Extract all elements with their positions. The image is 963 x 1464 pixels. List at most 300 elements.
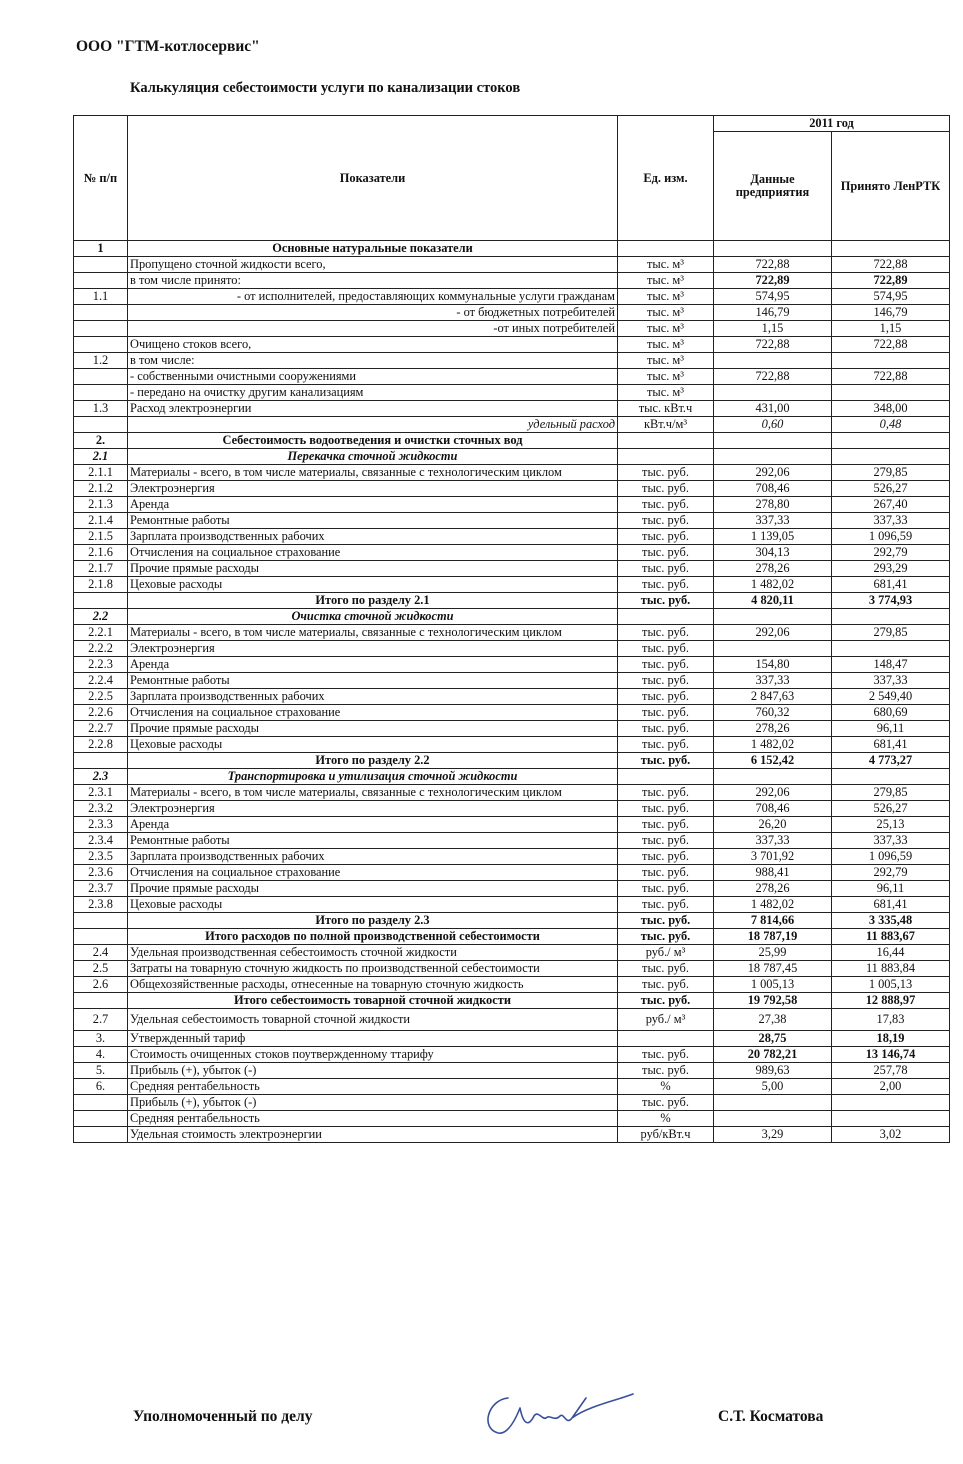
row-unit: тыс. руб. [618, 849, 714, 865]
row-value-company [714, 1111, 832, 1127]
row-value-accepted: 3,02 [832, 1127, 950, 1143]
row-label: Прибыль (+), убыток (-) [128, 1095, 618, 1111]
signature-label: Уполномоченный по делу [133, 1408, 313, 1425]
row-number: 2.1.6 [74, 545, 128, 561]
row-label: - от бюджетных потребителей [128, 305, 618, 321]
row-label: Электроэнергия [128, 481, 618, 497]
table-row [74, 817, 950, 833]
row-number [74, 385, 128, 401]
row-unit: тыс. руб. [618, 801, 714, 817]
row-value-company: 708,46 [714, 801, 832, 817]
table-row [74, 993, 950, 1009]
table-row [74, 865, 950, 881]
table-row [74, 337, 950, 353]
row-number: 2. [74, 433, 128, 449]
row-unit: тыс. руб. [618, 977, 714, 993]
row-label: Зарплата производственных рабочих [128, 529, 618, 545]
row-label: - от исполнителей, предоставляющих коммунальные услуги гражданам [128, 289, 618, 305]
row-value-company: 278,26 [714, 561, 832, 577]
row-value-company: 1,15 [714, 321, 832, 337]
table-row [74, 1095, 950, 1111]
row-number: 2.1.4 [74, 513, 128, 529]
row-label: Прочие прямые расходы [128, 561, 618, 577]
row-unit [618, 241, 714, 257]
table-row [74, 401, 950, 417]
row-label: Итого по разделу 2.3 [128, 913, 618, 929]
row-value-company [714, 769, 832, 785]
row-label: удельный расход [128, 417, 618, 433]
row-value-accepted: 574,95 [832, 289, 950, 305]
row-value-accepted: 337,33 [832, 833, 950, 849]
row-value-company: 3 701,92 [714, 849, 832, 865]
row-number: 2.3.8 [74, 897, 128, 913]
table-row [74, 433, 950, 449]
row-unit: % [618, 1111, 714, 1127]
row-value-accepted: 13 146,74 [832, 1047, 950, 1063]
row-number: 2.2 [74, 609, 128, 625]
row-number: 1.3 [74, 401, 128, 417]
row-label: Итого по разделу 2.2 [128, 753, 618, 769]
row-value-accepted: 337,33 [832, 513, 950, 529]
table-row [74, 481, 950, 497]
row-label: Удельная стоимость электроэнергии [128, 1127, 618, 1143]
row-label: Очистка сточной жидкости [128, 609, 618, 625]
table-row [74, 881, 950, 897]
table-row [74, 673, 950, 689]
row-label: Пропущено сточной жидкости всего, [128, 257, 618, 273]
table-row [74, 769, 950, 785]
row-value-company: 292,06 [714, 785, 832, 801]
row-number [74, 753, 128, 769]
row-value-company: 20 782,21 [714, 1047, 832, 1063]
row-number [74, 257, 128, 273]
row-value-accepted [832, 433, 950, 449]
row-value-accepted [832, 241, 950, 257]
row-value-accepted: 25,13 [832, 817, 950, 833]
row-unit: кВт.ч/м³ [618, 417, 714, 433]
row-label: Прибыль (+), убыток (-) [128, 1063, 618, 1079]
row-unit: тыс. руб. [618, 625, 714, 641]
row-value-accepted: 18,19 [832, 1031, 950, 1047]
header-year: 2011 год [714, 116, 950, 132]
row-number: 2.4 [74, 945, 128, 961]
table-row [74, 721, 950, 737]
row-label: Цеховые расходы [128, 737, 618, 753]
row-number: 2.1.5 [74, 529, 128, 545]
row-value-company: 760,32 [714, 705, 832, 721]
row-label: Затраты на товарную сточную жидкость по производственной себестоимости [128, 961, 618, 977]
row-number: 2.3.6 [74, 865, 128, 881]
organization-name: ООО "ГТМ-котлосервис" [76, 38, 260, 55]
row-unit: руб./ м³ [618, 945, 714, 961]
handwritten-signature [468, 1388, 638, 1448]
row-value-company: 337,33 [714, 833, 832, 849]
row-label: Прочие прямые расходы [128, 881, 618, 897]
row-unit: тыс. руб. [618, 705, 714, 721]
table-row [74, 305, 950, 321]
row-number: 2.2.7 [74, 721, 128, 737]
row-value-company: 431,00 [714, 401, 832, 417]
row-value-accepted [832, 641, 950, 657]
row-value-company [714, 353, 832, 369]
row-value-accepted: 96,11 [832, 721, 950, 737]
row-label: Материалы - всего, в том числе материалы, связанные с технологическим циклом [128, 785, 618, 801]
row-number [74, 273, 128, 289]
table-row [74, 497, 950, 513]
table-row [74, 785, 950, 801]
row-label: Зарплата производственных рабочих [128, 849, 618, 865]
row-value-company: 722,88 [714, 337, 832, 353]
table-row [74, 913, 950, 929]
row-value-accepted: 681,41 [832, 897, 950, 913]
table-row [74, 1063, 950, 1079]
row-value-company: 2 847,63 [714, 689, 832, 705]
header-company: Данные предприятия [714, 132, 832, 241]
row-value-accepted: 279,85 [832, 625, 950, 641]
row-label: Аренда [128, 497, 618, 513]
table-row [74, 657, 950, 673]
row-value-accepted: 96,11 [832, 881, 950, 897]
row-unit: тыс. руб. [618, 817, 714, 833]
row-label: в том числе принято: [128, 273, 618, 289]
row-number: 2.1.1 [74, 465, 128, 481]
row-value-company: 19 792,58 [714, 993, 832, 1009]
row-number: 1.1 [74, 289, 128, 305]
row-label: - собственными очистными сооружениями [128, 369, 618, 385]
row-value-company [714, 609, 832, 625]
table-row [74, 241, 950, 257]
row-label: Ремонтные работы [128, 673, 618, 689]
row-unit: тыс. руб. [618, 961, 714, 977]
table-row [74, 833, 950, 849]
row-value-company: 1 005,13 [714, 977, 832, 993]
row-label: Ремонтные работы [128, 513, 618, 529]
row-number: 2.2.1 [74, 625, 128, 641]
header-unit: Ед. изм. [618, 116, 714, 241]
table-row [74, 641, 950, 657]
row-value-company: 7 814,66 [714, 913, 832, 929]
table-row [74, 385, 950, 401]
row-unit: тыс. руб. [618, 785, 714, 801]
row-value-accepted [832, 1095, 950, 1111]
row-number [74, 1111, 128, 1127]
row-value-accepted: 292,79 [832, 545, 950, 561]
table-row [74, 1047, 950, 1063]
row-unit: тыс. руб. [618, 737, 714, 753]
row-unit: тыс. м³ [618, 289, 714, 305]
row-unit: тыс. руб. [618, 929, 714, 945]
row-label: Основные натуральные показатели [128, 241, 618, 257]
row-unit [618, 449, 714, 465]
row-number: 2.3.5 [74, 849, 128, 865]
row-value-accepted: 257,78 [832, 1063, 950, 1079]
row-value-company: 722,88 [714, 257, 832, 273]
row-label: Отчисления на социальное страхование [128, 865, 618, 881]
row-unit: тыс. кВт.ч [618, 401, 714, 417]
row-number: 2.6 [74, 977, 128, 993]
row-number [74, 337, 128, 353]
row-number [74, 417, 128, 433]
row-value-accepted: 1,15 [832, 321, 950, 337]
table-row [74, 465, 950, 481]
row-value-company: 292,06 [714, 465, 832, 481]
table-row [74, 321, 950, 337]
row-label: -от иных потребителей [128, 321, 618, 337]
row-value-company: 25,99 [714, 945, 832, 961]
row-number: 2.2.8 [74, 737, 128, 753]
table-row [74, 577, 950, 593]
table-row [74, 273, 950, 289]
table-row [74, 705, 950, 721]
row-unit: тыс. м³ [618, 321, 714, 337]
cost-table-body [74, 116, 950, 1143]
row-value-company: 988,41 [714, 865, 832, 881]
row-unit: тыс. руб. [618, 497, 714, 513]
row-value-company: 18 787,45 [714, 961, 832, 977]
row-number: 2.1.7 [74, 561, 128, 577]
row-value-company: 6 152,42 [714, 753, 832, 769]
table-row [74, 545, 950, 561]
row-value-company: 722,88 [714, 369, 832, 385]
header-num: № п/п [74, 116, 128, 241]
row-number: 2.3.1 [74, 785, 128, 801]
row-value-accepted: 11 883,84 [832, 961, 950, 977]
table-row [74, 897, 950, 913]
row-unit: тыс. руб. [618, 913, 714, 929]
row-unit: тыс. руб. [618, 865, 714, 881]
row-value-accepted: 2 549,40 [832, 689, 950, 705]
row-label: Итого расходов по полной производственной себестоимости [128, 929, 618, 945]
row-value-accepted [832, 385, 950, 401]
row-value-company: 1 139,05 [714, 529, 832, 545]
row-label: Отчисления на социальное страхование [128, 545, 618, 561]
row-label: Себестоимость водоотведения и очистки сточных вод [128, 433, 618, 449]
row-label: Аренда [128, 657, 618, 673]
row-label: Удельная себестоимость товарной сточной жидкости [128, 1009, 618, 1031]
row-label: Транспортировка и утилизация сточной жидкости [128, 769, 618, 785]
row-value-accepted: 292,79 [832, 865, 950, 881]
row-number: 2.1.3 [74, 497, 128, 513]
row-number [74, 913, 128, 929]
row-label: Зарплата производственных рабочих [128, 689, 618, 705]
row-label: Средняя рентабельность [128, 1111, 618, 1127]
row-number: 2.5 [74, 961, 128, 977]
row-value-company: 574,95 [714, 289, 832, 305]
row-value-accepted: 722,88 [832, 257, 950, 273]
row-unit: тыс. руб. [618, 529, 714, 545]
row-number: 2.3 [74, 769, 128, 785]
row-unit: руб./ м³ [618, 1009, 714, 1031]
row-value-accepted: 3 774,93 [832, 593, 950, 609]
row-number: 2.2.4 [74, 673, 128, 689]
row-label: в том числе: [128, 353, 618, 369]
row-value-company: 278,26 [714, 721, 832, 737]
row-value-accepted: 722,88 [832, 369, 950, 385]
table-row [74, 369, 950, 385]
row-number: 2.3.3 [74, 817, 128, 833]
row-label: Средняя рентабельность [128, 1079, 618, 1095]
row-value-company: 26,20 [714, 817, 832, 833]
signature-name: С.Т. Косматова [718, 1408, 824, 1425]
row-value-accepted: 267,40 [832, 497, 950, 513]
row-value-company: 18 787,19 [714, 929, 832, 945]
row-value-company: 278,26 [714, 881, 832, 897]
table-row [74, 257, 950, 273]
row-value-company [714, 385, 832, 401]
row-unit [618, 433, 714, 449]
row-value-accepted: 279,85 [832, 785, 950, 801]
row-number [74, 929, 128, 945]
row-value-company: 27,38 [714, 1009, 832, 1031]
table-row [74, 961, 950, 977]
row-value-company: 5,00 [714, 1079, 832, 1095]
row-value-company [714, 241, 832, 257]
row-value-company: 1 482,02 [714, 737, 832, 753]
row-number [74, 305, 128, 321]
row-value-company: 708,46 [714, 481, 832, 497]
row-unit [618, 1031, 714, 1047]
row-value-accepted: 722,89 [832, 273, 950, 289]
row-value-accepted [832, 353, 950, 369]
row-unit: тыс. м³ [618, 273, 714, 289]
row-value-accepted: 1 096,59 [832, 849, 950, 865]
row-number: 2.2.5 [74, 689, 128, 705]
row-unit: тыс. руб. [618, 881, 714, 897]
row-unit: % [618, 1079, 714, 1095]
row-value-accepted: 16,44 [832, 945, 950, 961]
row-unit: руб/кВт.ч [618, 1127, 714, 1143]
row-value-accepted: 348,00 [832, 401, 950, 417]
row-number [74, 1095, 128, 1111]
row-value-accepted: 279,85 [832, 465, 950, 481]
row-value-company: 989,63 [714, 1063, 832, 1079]
row-unit: тыс. руб. [618, 897, 714, 913]
row-value-company: 304,13 [714, 545, 832, 561]
row-label: Итого себестоимость товарной сточной жидкости [128, 993, 618, 1009]
row-unit: тыс. м³ [618, 369, 714, 385]
row-value-company: 337,33 [714, 513, 832, 529]
table-row [74, 529, 950, 545]
row-label: Прочие прямые расходы [128, 721, 618, 737]
header-indicators: Показатели [128, 116, 618, 241]
row-number: 4. [74, 1047, 128, 1063]
table-row [74, 849, 950, 865]
row-number: 2.2.6 [74, 705, 128, 721]
table-row [74, 289, 950, 305]
row-number: 2.2.3 [74, 657, 128, 673]
row-value-company: 3,29 [714, 1127, 832, 1143]
row-value-company [714, 449, 832, 465]
row-value-accepted: 4 773,27 [832, 753, 950, 769]
row-value-accepted: 1 096,59 [832, 529, 950, 545]
row-label: Цеховые расходы [128, 577, 618, 593]
row-value-accepted: 1 005,13 [832, 977, 950, 993]
row-number: 1 [74, 241, 128, 257]
table-row [74, 417, 950, 433]
row-label: Электроэнергия [128, 641, 618, 657]
row-unit: тыс. м³ [618, 337, 714, 353]
row-value-company: 28,75 [714, 1031, 832, 1047]
row-number [74, 593, 128, 609]
row-unit: тыс. руб. [618, 673, 714, 689]
row-value-company: 337,33 [714, 673, 832, 689]
row-label: Общехозяйственные расходы, отнесенные на товарную сточную жидкость [128, 977, 618, 993]
row-value-company: 146,79 [714, 305, 832, 321]
table-row [74, 561, 950, 577]
row-label: Электроэнергия [128, 801, 618, 817]
row-unit: тыс. руб. [618, 833, 714, 849]
row-value-company [714, 641, 832, 657]
row-unit: тыс. руб. [618, 545, 714, 561]
row-number: 2.3.2 [74, 801, 128, 817]
row-value-accepted: 526,27 [832, 481, 950, 497]
row-number [74, 321, 128, 337]
table-row [74, 689, 950, 705]
row-label: Материалы - всего, в том числе материалы, связанные с технологическим циклом [128, 625, 618, 641]
row-unit: тыс. руб. [618, 1095, 714, 1111]
row-number: 2.1 [74, 449, 128, 465]
row-number: 2.3.7 [74, 881, 128, 897]
row-number: 1.2 [74, 353, 128, 369]
row-value-company: 154,80 [714, 657, 832, 673]
table-row [74, 1111, 950, 1127]
row-value-accepted: 526,27 [832, 801, 950, 817]
row-unit: тыс. руб. [618, 513, 714, 529]
row-unit: тыс. руб. [618, 593, 714, 609]
row-label: Перекачка сточной жидкости [128, 449, 618, 465]
row-number: 2.7 [74, 1009, 128, 1031]
table-row [74, 801, 950, 817]
row-value-company: 1 482,02 [714, 577, 832, 593]
row-unit: тыс. руб. [618, 721, 714, 737]
row-value-company: 722,89 [714, 273, 832, 289]
row-number [74, 369, 128, 385]
row-unit: тыс. руб. [618, 993, 714, 1009]
table-row [74, 449, 950, 465]
row-label: Утвержденный тариф [128, 1031, 618, 1047]
row-number: 5. [74, 1063, 128, 1079]
row-value-company: 1 482,02 [714, 897, 832, 913]
row-value-company [714, 1095, 832, 1111]
row-unit: тыс. руб. [618, 561, 714, 577]
row-value-accepted: 293,29 [832, 561, 950, 577]
row-number [74, 993, 128, 1009]
table-row [74, 977, 950, 993]
table-row [74, 753, 950, 769]
row-unit: тыс. руб. [618, 753, 714, 769]
table-row [74, 1009, 950, 1031]
row-value-accepted: 681,41 [832, 577, 950, 593]
row-value-accepted: 11 883,67 [832, 929, 950, 945]
row-unit: тыс. руб. [618, 1047, 714, 1063]
row-unit: тыс. руб. [618, 657, 714, 673]
row-label: Аренда [128, 817, 618, 833]
row-unit: тыс. руб. [618, 641, 714, 657]
row-value-accepted: 3 335,48 [832, 913, 950, 929]
row-value-company: 4 820,11 [714, 593, 832, 609]
row-number: 2.1.8 [74, 577, 128, 593]
table-row [74, 625, 950, 641]
table-row [74, 945, 950, 961]
row-value-accepted: 17,83 [832, 1009, 950, 1031]
table-row [74, 1079, 950, 1095]
row-value-accepted: 2,00 [832, 1079, 950, 1095]
row-value-accepted: 12 888,97 [832, 993, 950, 1009]
row-label: Стоимость очищенных стоков поутвержденному ттарифу [128, 1047, 618, 1063]
row-label: - передано на очистку другим канализациям [128, 385, 618, 401]
row-value-accepted: 148,47 [832, 657, 950, 673]
table-row [74, 609, 950, 625]
